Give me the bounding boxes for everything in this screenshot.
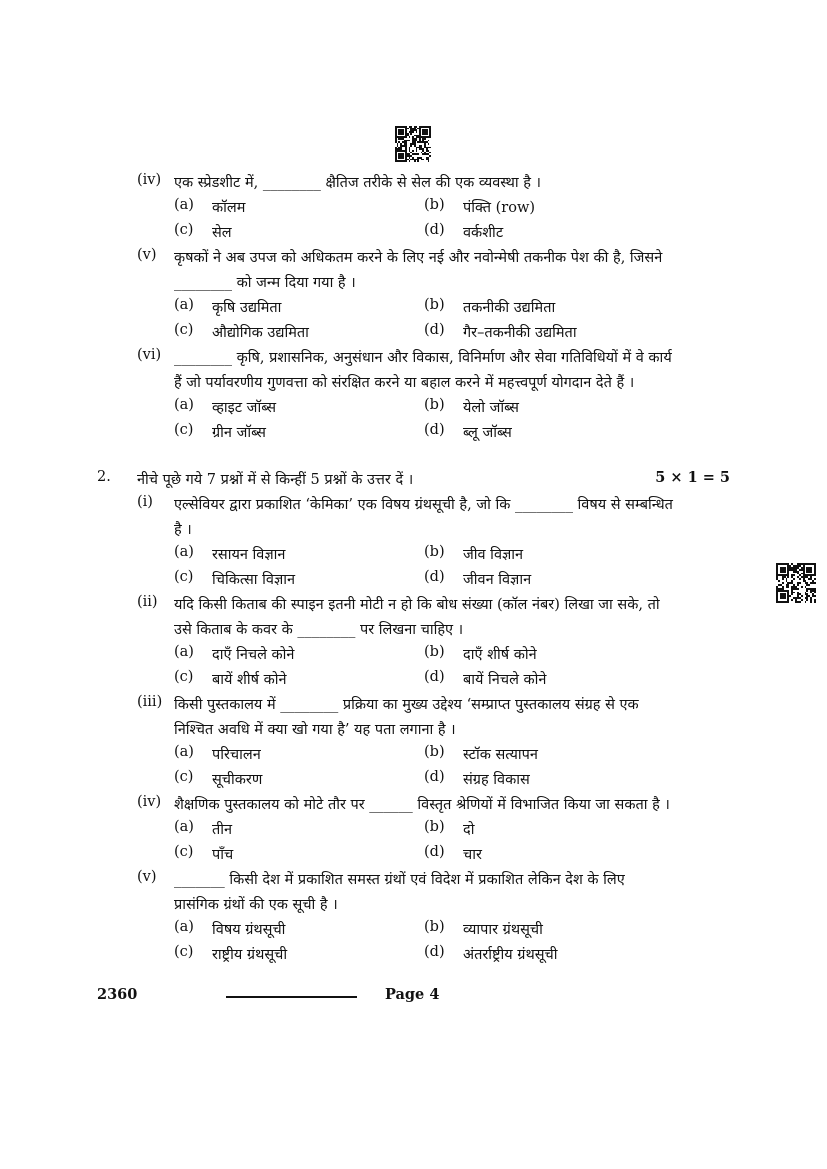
q2-option-letter: (c) [174, 769, 194, 785]
q2-option-letter: (a) [174, 544, 194, 560]
qr-code-top [395, 126, 431, 162]
q1_continued-option-text: गैर–तकनीकी उद्यमिता [463, 325, 577, 341]
q2-option-letter: (a) [174, 819, 194, 835]
q2-option-letter: (a) [174, 919, 194, 935]
q2-question-number: (ii) [137, 594, 158, 610]
q1_continued-option-text: कृषि उद्यमिता [212, 300, 282, 316]
q1_continued-option-text: वर्कशीट [463, 225, 504, 241]
q1_continued-option-text: कॉलम [212, 200, 246, 216]
q2-question-text: यदि किसी किताब की स्पाइन इतनी मोटी न हो कि बोध संख्या (कॉल नंबर) लिखा जा सके, तो [174, 597, 660, 613]
q1_continued-option-letter: (c) [174, 222, 194, 238]
q2-question-text: उसे किताब के कवर के ________ पर लिखना चाहिए । [174, 622, 464, 638]
q2-option-text: राष्ट्रीय ग्रंथसूची [212, 947, 288, 963]
q2-option-letter: (b) [424, 644, 445, 660]
paper-code: 2360 [97, 986, 138, 1003]
q2-option-text: संग्रह विकास [463, 772, 530, 788]
q2-option-text: परिचालन [212, 747, 261, 763]
q2-option-letter: (c) [174, 844, 194, 860]
q1_continued-question-text: हैं जो पर्यावरणीय गुणवत्ता को संरक्षित करने या बहाल करने में महत्त्वपूर्ण योगदान देते हैं । [174, 375, 635, 391]
q2-option-letter: (a) [174, 644, 194, 660]
q2-option-letter: (c) [174, 669, 194, 685]
q2-option-letter: (d) [424, 844, 445, 860]
q1_continued-option-letter: (d) [424, 222, 445, 238]
q2-question-number: (v) [137, 869, 157, 885]
q2-option-text: अंतर्राष्ट्रीय ग्रंथसूची [463, 947, 558, 963]
q2-option-text: दो [463, 822, 475, 838]
q2-question-text: प्रासंगिक ग्रंथों की एक सूची है । [174, 897, 338, 913]
q2-question-text: है । [174, 522, 192, 538]
q2-option-text: बायें निचले कोने [463, 672, 547, 688]
q1_continued-question-number: (vi) [137, 347, 162, 363]
q2-option-text: व्यापार ग्रंथसूची [463, 922, 543, 938]
q2-question-text: _______ किसी देश में प्रकाशित समस्त ग्रंथों एवं विदेश में प्रकाशित लेकिन देश के लिए [174, 872, 625, 888]
q2-option-text: सूचीकरण [212, 772, 263, 788]
q1_continued-option-text: तकनीकी उद्यमिता [463, 300, 556, 316]
q1_continued-option-text: ग्रीन जॉब्स [212, 425, 266, 441]
question-2-number: 2. [97, 469, 111, 485]
q2-option-letter: (c) [174, 944, 194, 960]
q1_continued-option-text: पंक्ति (row) [463, 200, 536, 216]
page-number: Page 4 [385, 986, 440, 1003]
q2-option-letter: (a) [174, 744, 194, 760]
q2-option-text: स्टॉक सत्यापन [463, 747, 538, 763]
q2-option-letter: (b) [424, 544, 445, 560]
q1_continued-option-text: व्हाइट जॉब्स [212, 400, 277, 416]
q1_continued-option-letter: (a) [174, 397, 194, 413]
q1_continued-option-letter: (b) [424, 397, 445, 413]
q1_continued-option-letter: (b) [424, 297, 445, 313]
q2-question-number: (iii) [137, 694, 163, 710]
q2-option-letter: (c) [174, 569, 194, 585]
q1_continued-question-text: कृषकों ने अब उपज को अधिकतम करने के लिए नई और नवोन्मेषी तकनीक पेश की है, जिसने [174, 250, 663, 266]
q1_continued-question-text: ________ कृषि, प्रशासनिक, अनुसंधान और विकास, विनिर्माण और सेवा गतिविधियों में वे कार्य [174, 350, 672, 366]
q2-option-text: दाएँ निचले कोने [212, 647, 295, 663]
q2-option-letter: (d) [424, 569, 445, 585]
q2-question-text: एल्सेवियर द्वारा प्रकाशित ‘केमिका’ एक विषय ग्रंथसूची है, जो कि ________ विषय से सम्बन्धित [174, 497, 673, 513]
q2-option-letter: (d) [424, 669, 445, 685]
q1_continued-option-letter: (a) [174, 197, 194, 213]
q2-question-text: निश्चित अवधि में क्या खो गया है’ यह पता लगाना है । [174, 722, 456, 738]
q1_continued-option-letter: (d) [424, 322, 445, 338]
q2-option-letter: (d) [424, 944, 445, 960]
q2-option-text: बायें शीर्ष कोने [212, 672, 287, 688]
qr-code-side [776, 563, 816, 603]
q1_continued-option-text: ब्लू जॉब्स [463, 425, 512, 441]
q2-option-text: जीव विज्ञान [463, 547, 524, 563]
q1_continued-option-letter: (c) [174, 322, 194, 338]
q2-question-number: (i) [137, 494, 153, 510]
q2-option-text: तीन [212, 822, 233, 838]
q1_continued-option-letter: (b) [424, 197, 445, 213]
footer-rule [226, 996, 357, 998]
q2-option-letter: (d) [424, 769, 445, 785]
q2-option-text: दाएँ शीर्ष कोने [463, 647, 537, 663]
q1_continued-option-letter: (a) [174, 297, 194, 313]
q2-option-text: चार [463, 847, 482, 863]
q2-option-text: विषय ग्रंथसूची [212, 922, 286, 938]
question-2-instruction: नीचे पूछे गये 7 प्रश्नों में से किन्हीं 5 प्रश्नों के उत्तर दें । [137, 472, 414, 488]
q1_continued-option-letter: (d) [424, 422, 445, 438]
q1_continued-option-letter: (c) [174, 422, 194, 438]
q1_continued-option-text: सेल [212, 225, 232, 241]
q2-option-letter: (b) [424, 919, 445, 935]
q2-option-text: रसायन विज्ञान [212, 547, 286, 563]
q2-option-text: जीवन विज्ञान [463, 572, 532, 588]
q2-question-number: (iv) [137, 794, 162, 810]
q2-option-text: पाँच [212, 847, 234, 863]
q2-option-letter: (b) [424, 819, 445, 835]
q1_continued-question-text: एक स्प्रेडशीट में, ________ क्षैतिज तरीके से सेल की एक व्यवस्था है । [174, 175, 542, 191]
q2-option-text: चिकित्सा विज्ञान [212, 572, 296, 588]
q1_continued-question-text: ________ को जन्म दिया गया है । [174, 275, 356, 291]
q2-option-letter: (b) [424, 744, 445, 760]
q1_continued-option-text: येलो जॉब्स [463, 400, 519, 416]
question-2-marks: 5 × 1 = 5 [655, 469, 730, 486]
q1_continued-question-number: (iv) [137, 172, 162, 188]
q1_continued-option-text: औद्योगिक उद्यमिता [212, 325, 309, 341]
q2-question-text: किसी पुस्तकालय में ________ प्रक्रिया का मुख्य उद्देश्य ‘सम्प्राप्त पुस्तकालय संग्रह से एक [174, 697, 639, 713]
q2-question-text: शैक्षणिक पुस्तकालय को मोटे तौर पर ______ विस्तृत श्रेणियों में विभाजित किया जा सकता है । [174, 797, 670, 813]
q1_continued-question-number: (v) [137, 247, 157, 263]
